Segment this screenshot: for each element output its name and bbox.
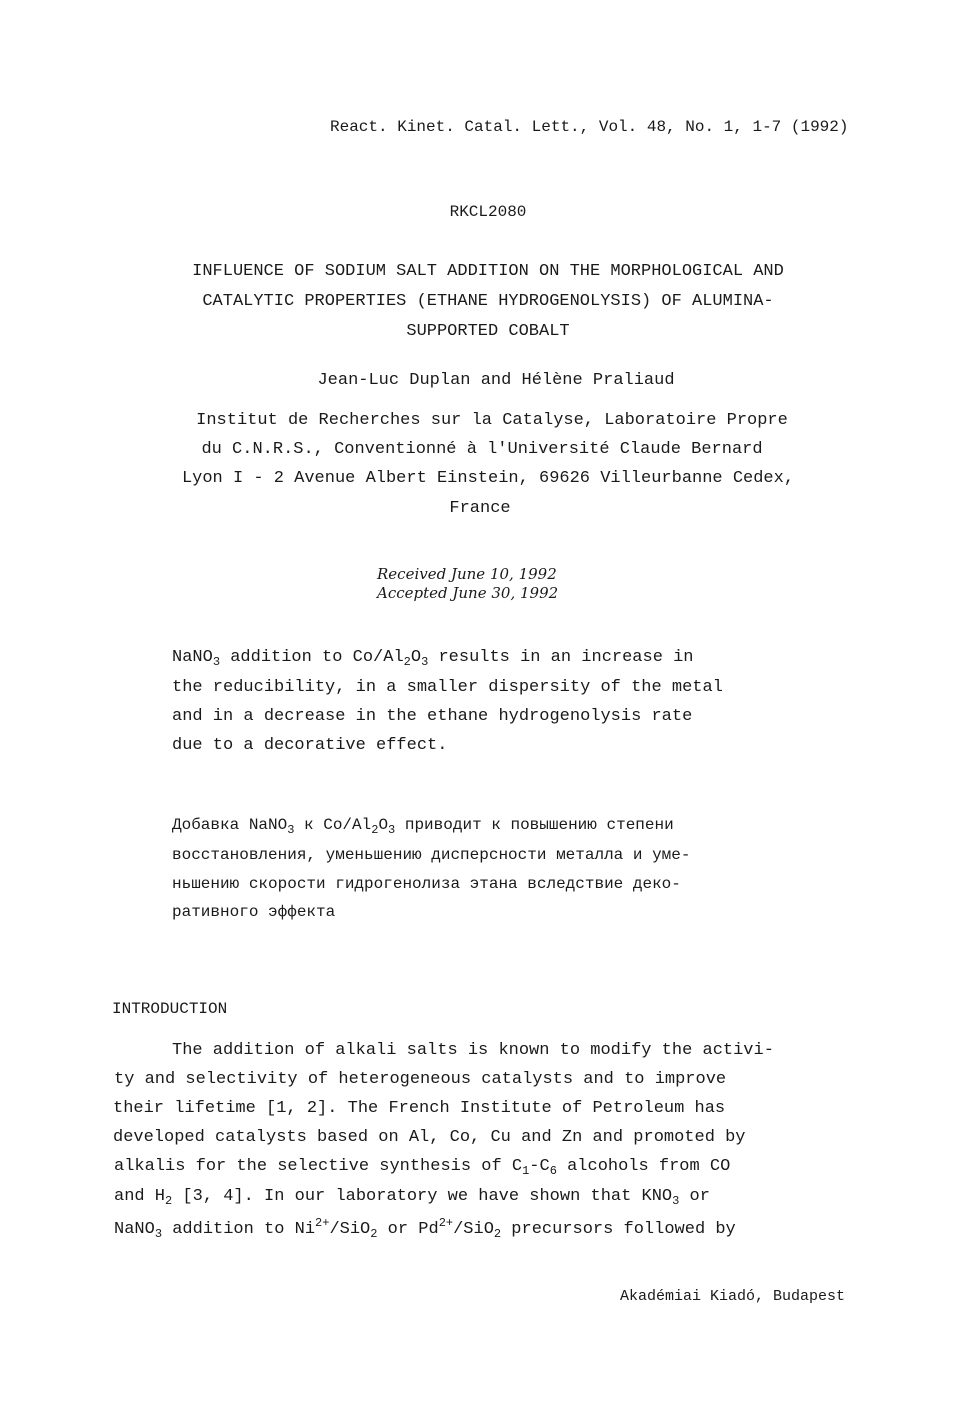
affiliation-line: Lyon I - 2 Avenue Albert Einstein, 69626 Villeurbanne Cedex, — [181, 469, 795, 488]
body-line: ty and selectivity of heterogeneous catalysts and to improve — [114, 1070, 727, 1089]
title-line: CATALYTIC PROPERTIES (ETHANE HYDROGENOLYSIS) OF ALUMINA- — [202, 292, 774, 311]
abstract-line: and in a decrease in the ethane hydrogenolysis rate — [172, 707, 693, 726]
received-date: Received June 10, 1992 — [377, 565, 557, 583]
section-heading-introduction: INTRODUCTION — [112, 1000, 228, 1018]
title-line: INFLUENCE OF SODIUM SALT ADDITION ON THE MORPHOLOGICAL AND — [192, 262, 784, 281]
article-id: RKCL2080 — [449, 203, 527, 221]
accepted-date: Accepted June 30, 1992 — [377, 584, 559, 602]
body-line: and $H_2$ [3, 4]. In our laboratory we have shown that $KNO_3$ or — [114, 1187, 710, 1208]
body-line: their lifetime [1, 2]. The French Institute of Petroleum has — [113, 1099, 726, 1118]
affiliation-line: France — [449, 499, 511, 518]
abstract-line: восстановления, уменьшению дисперсности металла и уме- — [172, 846, 691, 864]
affiliation-line: Institut de Recherches sur la Catalyse, Laboratoire Propre — [196, 411, 788, 430]
title-line: SUPPORTED COBALT — [406, 322, 570, 341]
abstract-line: ньшению скорости гидрогенолиза этана вследствие деко- — [172, 875, 681, 893]
publisher-footer: Akadémiai Kiadó, Budapest — [620, 1288, 846, 1305]
body-line: The addition of alkali salts is known to modify the activi- — [172, 1041, 774, 1060]
body-line: developed catalysts based on Al, Co, Cu and Zn and promoted by — [113, 1128, 746, 1147]
abstract-line: due to a decorative effect. — [172, 736, 448, 755]
body-line: NaNO$_3$ addition to $Ni^{2+}/SiO_2$ or $Pd^{2+}/SiO_2$ precursors followed by — [114, 1216, 736, 1241]
journal-citation: React. Kinet. Catal. Lett., Vol. 48, No. 1, 1-7 (1992) — [330, 118, 849, 136]
abstract-line: Добавка NaNO$_3$ к $Co/Al_2O_3$ приводит к повышению степени — [172, 816, 674, 837]
abstract-line: the reducibility, in a smaller dispersity of the metal — [172, 678, 723, 697]
body-line: alkalis for the selective synthesis of $C_1-C_6$ alcohols from CO — [114, 1157, 731, 1178]
abstract-line: ративного эффекта — [172, 903, 336, 921]
abstract-line: NaNO$_3$ addition to $Co/Al_2O_3$ results in an increase in — [172, 648, 694, 669]
authors: Jean-Luc Duplan and Hélène Praliaud — [317, 371, 675, 390]
affiliation-line: du C.N.R.S., Conventionné à l'Université Claude Bernard — [201, 440, 763, 459]
